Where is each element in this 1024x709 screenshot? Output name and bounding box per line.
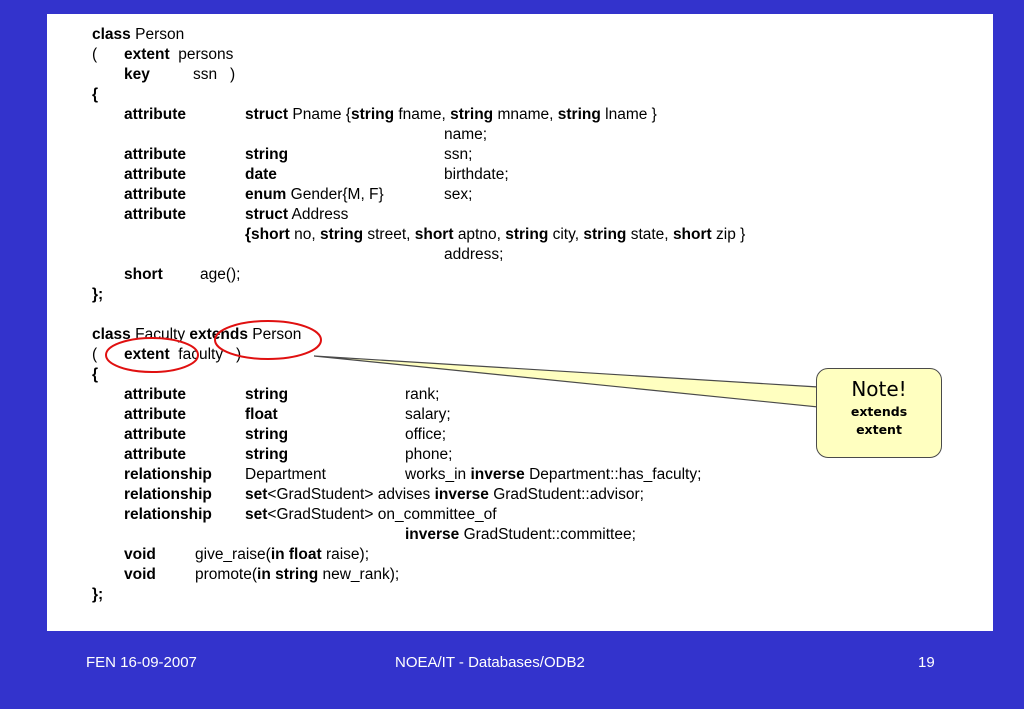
faculty-line-12: give_raise(in float raise); bbox=[195, 546, 370, 563]
faculty-line-7-name: phone; bbox=[405, 446, 453, 463]
person-line-10-kw: attribute bbox=[124, 206, 186, 223]
faculty-line-1: class Faculty extends Person bbox=[92, 326, 302, 343]
footer-page-number: 19 bbox=[918, 654, 935, 671]
person-line-8-name: birthdate; bbox=[444, 166, 509, 183]
person-line-14: }; bbox=[92, 286, 104, 303]
person-line-5-kw: attribute bbox=[124, 106, 186, 123]
person-line-9-kw: attribute bbox=[124, 186, 186, 203]
faculty-line-5-name: salary; bbox=[405, 406, 451, 423]
faculty-line-2: ( bbox=[92, 346, 98, 363]
person-line-9-type: enum Gender{M, F} bbox=[245, 186, 384, 203]
faculty-line-4-kw: attribute bbox=[124, 386, 186, 403]
person-line-12: address; bbox=[444, 246, 504, 263]
faculty-line-11: inverse GradStudent::committee; bbox=[405, 526, 636, 543]
faculty-line-7-type: string bbox=[245, 446, 289, 463]
faculty-line-8-type: Department bbox=[245, 466, 326, 483]
faculty-line-6-name: office; bbox=[405, 426, 447, 443]
faculty-line-8-name: works_in inverse Department::has_faculty; bbox=[405, 466, 702, 483]
person-line-3: key bbox=[124, 66, 150, 83]
person-line-7-kw: attribute bbox=[124, 146, 186, 163]
faculty-line-13-kw: void bbox=[124, 566, 156, 583]
person-line-13-kw: short bbox=[124, 266, 163, 283]
faculty-line-6-type: string bbox=[245, 426, 289, 443]
person-line-7-name: ssn; bbox=[444, 146, 473, 163]
faculty-line-12-kw: void bbox=[124, 546, 156, 563]
person-line-3-rest: ssn ) bbox=[193, 66, 236, 83]
faculty-line-9-kw: relationship bbox=[124, 486, 212, 503]
person-line-2-body: extent persons bbox=[124, 46, 234, 63]
person-line-2: ( bbox=[92, 46, 98, 63]
faculty-line-3: { bbox=[92, 366, 99, 383]
faculty-line-9: set<GradStudent> advises inverse GradStudent::advisor; bbox=[245, 486, 644, 503]
note-line-extends: extends bbox=[850, 404, 908, 419]
person-line-7-type: string bbox=[245, 146, 289, 163]
person-line-13: age(); bbox=[200, 266, 241, 283]
person-line-5: struct Pname {string fname, string mname, string lname } bbox=[245, 106, 657, 123]
faculty-line-4-type: string bbox=[245, 386, 289, 403]
faculty-line-10-kw: relationship bbox=[124, 506, 212, 523]
person-line-9-name: sex; bbox=[444, 186, 473, 203]
extends-highlight-ellipse bbox=[215, 321, 321, 359]
faculty-line-7-kw: attribute bbox=[124, 446, 186, 463]
extent-highlight-ellipse bbox=[106, 338, 198, 372]
footer-date: FEN 16-09-2007 bbox=[86, 654, 197, 671]
person-line-4: { bbox=[92, 86, 99, 103]
footer-title: NOEA/IT - Databases/ODB2 bbox=[395, 654, 585, 671]
person-line-6: name; bbox=[444, 126, 488, 143]
faculty-line-8-kw: relationship bbox=[124, 466, 212, 483]
faculty-line-5-type: float bbox=[245, 406, 278, 423]
note-callout bbox=[816, 368, 942, 458]
person-line-10-type: struct Address bbox=[245, 206, 349, 223]
faculty-line-5-kw: attribute bbox=[124, 406, 186, 423]
faculty-line-13: promote(in string new_rank); bbox=[195, 566, 400, 583]
person-line-1: class Person bbox=[92, 26, 185, 43]
person-line-8-kw: attribute bbox=[124, 166, 186, 183]
person-line-8-type: date bbox=[245, 166, 277, 183]
faculty-line-14: }; bbox=[92, 586, 104, 603]
faculty-line-2-body: extent faculty ) bbox=[124, 346, 242, 363]
faculty-line-4-name: rank; bbox=[405, 386, 440, 403]
note-line-extent: extent bbox=[856, 422, 902, 437]
faculty-line-10: set<GradStudent> on_committee_of bbox=[245, 506, 497, 523]
callout-pointer bbox=[314, 356, 818, 407]
faculty-line-6-kw: attribute bbox=[124, 426, 186, 443]
note-title: Note! bbox=[851, 377, 907, 401]
person-line-11: {short no, string street, short aptno, string city, string state, short zip } bbox=[245, 226, 746, 243]
